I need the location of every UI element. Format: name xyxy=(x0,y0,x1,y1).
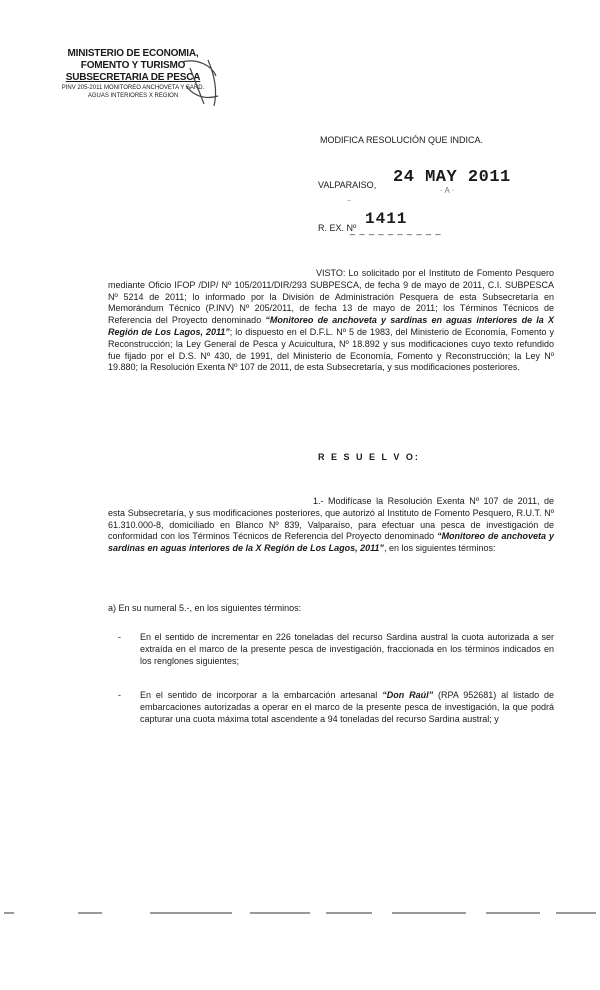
bullet-dash: - xyxy=(118,690,121,700)
date-stamp: 24 MAY 2011 xyxy=(393,168,511,187)
date-mark: · A · xyxy=(440,186,455,195)
sub-item-a: a) En su numeral 5.-, en los siguientes términos: xyxy=(108,603,302,613)
document-reference: MODIFICA RESOLUCIÓN QUE INDICA. xyxy=(320,135,484,145)
point-1-paragraph: 1.- Modifícase la Resolución Exenta Nº 107 de 2011, de esta Subsecretaría, y sus modificaciones posteriores, que autorizó al Instituto de Fomento Pesquero, R.U.T. Nº 61.310.000-8, domiciliado en Blanco Nº 839, Valparaíso, para efectuar una pesca de investigación de conformidad con los Términos Técnicos de Referencia del Proyecto denominado “Monitoreo de anchoveta y sardinas en aguas interiores de la X Región de Los Lagos, 2011”, en los siguientes términos: xyxy=(108,496,554,554)
rex-underline: _ _ _ _ _ _ _ _ _ _ xyxy=(350,225,442,235)
visto-paragraph: VISTO: Lo solicitado por el Instituto de Fomento Pesquero mediante Oficio IFOP /DIP/ Nº 105/2011/DIR/293 SUBPESCA, de fecha 9 de mayo de 2011, C.I. SUBPESCA Nº 5214 de 2011; lo informado por la División de Administración Pesquera de esta Subsecretaría en Memorándum Técnico (P.INV) Nº 205/2011, de fecha 13 de mayo de 2011; los Términos Técnicos de Referencia del Proyecto denominado “Monitoreo de anchoveta y sardinas en aguas interiores de la X Región de Los Lagos, 2011”; lo dispuesto en el D.F.L. Nº 5 de 1983, del Ministerio de Economía, Fomento y Reconstrucción; la Ley General de Pesca y Acuicultura, Nº 18.892 y sus modificaciones cuyo texto refundido fue fijado por el D.S. Nº 430, de 1991, del Ministerio de Economía, Fomento y Reconstrucción; la Ley Nº 19.880; la Resolución Exenta Nº 107 de 2011, de esta Subsecretaría, y sus modificaciones posteriores. xyxy=(108,268,554,373)
letterhead-file-code: PINV 205-2011 MONITOREO ANCHOVETA Y SARD. xyxy=(61,85,205,91)
page-divider xyxy=(0,910,600,916)
place-label: VALPARAISO, xyxy=(318,180,377,190)
point-1-lead: 1.- Modifícase la Resolución Exenta Nº 107 de 2011, xyxy=(313,496,540,506)
letterhead-ministry: MINISTERIO DE ECONOMIA, xyxy=(67,48,199,59)
letterhead-ministry-line2: FOMENTO Y TURISMO xyxy=(80,60,186,71)
project-title: “Monitoreo de anchoveta y sardinas en aguas interiores de la X Región de Los Lagos, 2011” xyxy=(108,531,554,554)
rex-number: 1411 xyxy=(365,210,408,228)
bullet-dash: - xyxy=(118,632,121,642)
letterhead-file-code-line2: AGUAS INTERIORES X REGION xyxy=(87,93,179,99)
stamp-scribble-icon xyxy=(178,56,222,110)
handwritten-mark: ~ xyxy=(347,198,352,205)
vessel-name: “Don Raúl” xyxy=(382,690,434,700)
letterhead-subsecretariat: SUBSECRETARIA DE PESCA xyxy=(65,72,201,83)
project-title: “Monitoreo de anchoveta y sardinas en aguas interiores de la X Región de Los Lagos, 2011” xyxy=(108,315,554,337)
resuelvo-heading: R E S U E L V O: xyxy=(318,452,420,462)
list-item: - En el sentido de incrementar en 226 toneladas del recurso Sardina austral la cuota autorizada a ser extraída en el marco de la presente pesca de investigación, fraccionada en los términos indicados en los renglones siguientes; xyxy=(118,632,554,666)
rex-label: R. EX. Nº xyxy=(318,223,357,233)
visto-lead: VISTO: xyxy=(316,268,346,278)
list-item: - En el sentido de incorporar a la embarcación artesanal “Don Raúl” (RPA 952681) al listado de embarcaciones autorizadas a operar en el marco de la presente pesca de investigación, la que podrá capturar una cuota máxima total ascendente a 94 toneladas del recurso Sardina austral; y xyxy=(118,690,554,724)
